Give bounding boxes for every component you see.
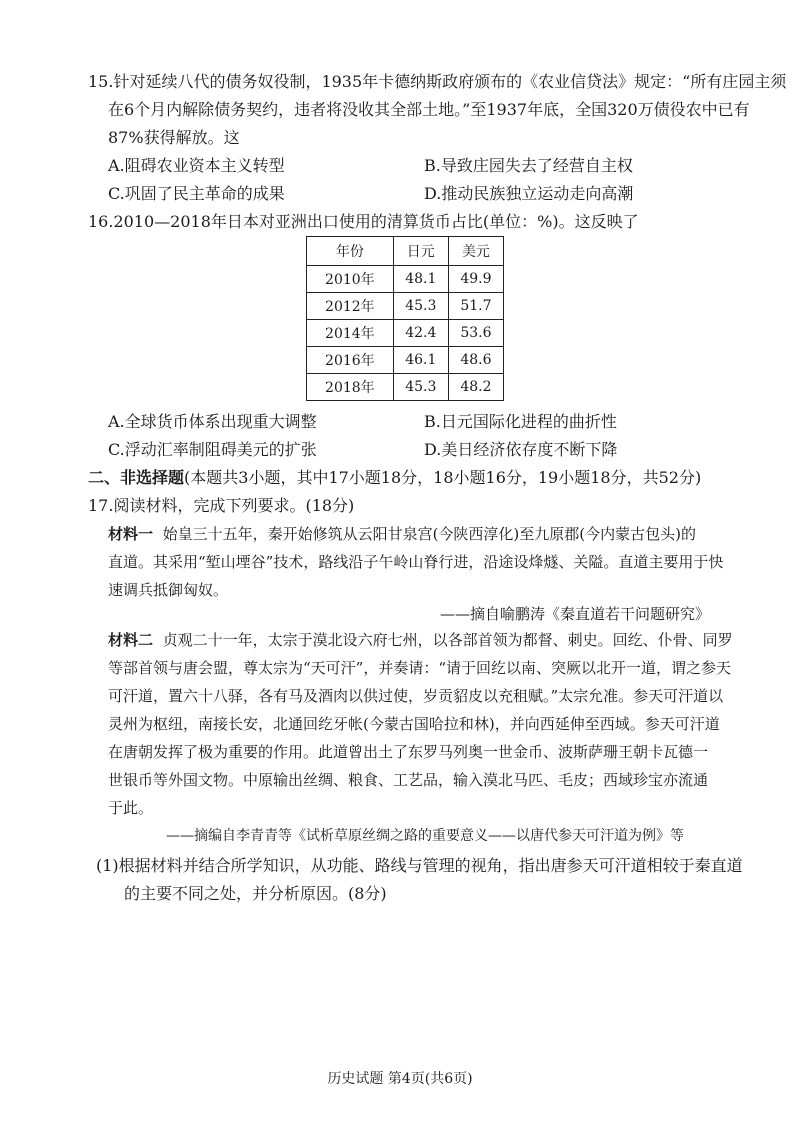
material2-line2: 等部首领与唐会盟，尊太宗为“天可汗”，并奏请：“请于回纥以南、突厥以北开一道，谓之参天 <box>108 659 732 677</box>
material1-line3: 速调兵抵御匈奴。 <box>108 581 229 599</box>
material2-line1 <box>108 630 733 650</box>
table-cell-yen: 42.4 <box>393 320 448 347</box>
table-header-row <box>307 237 504 266</box>
table-row <box>307 374 504 401</box>
q17-sub1-line2: 的主要不同之处，并分析原因。(8分) <box>124 884 387 903</box>
material1-label: 材料一 <box>108 525 154 543</box>
q15-option-d: D.推动民族独立运动走向高潮 <box>424 184 634 203</box>
material2-line7: 于此。 <box>108 799 154 817</box>
q17-stem: 17.阅读材料，完成下列要求。(18分) <box>88 496 355 515</box>
material2-line3: 可汗道，置六十八驿，各有马及酒肉以供过使，岁贡貂皮以充租赋。”太宗允准。参天可汗道以 <box>108 687 724 705</box>
material2-line5: 在唐朝发挥了极为重要的作用。此道曾出土了东罗马列奥一世金币、波斯萨珊王朝卡瓦德一 <box>108 743 709 761</box>
table-header-usd: 美元 <box>448 237 503 266</box>
q15-stem-line2: 在6个月内解除债务契约，违者将没收其全部土地。”至1937年底，全国320万债役农中已有 <box>108 100 750 119</box>
material1-line1 <box>108 524 696 544</box>
q15-stem-line1: 15.针对延续八代的债务奴役制，1935年卡德纳斯政府颁布的《农业信贷法》规定：“所有庄园主须 <box>88 72 787 91</box>
table-cell-year: 2010年 <box>307 266 394 293</box>
table-cell-usd: 49.9 <box>448 266 503 293</box>
table-cell-yen: 45.3 <box>393 374 448 401</box>
material1-source: ——摘自喻鹏涛《秦直道若干问题研究》 <box>439 605 710 623</box>
section2-title: 二、非选择题 <box>88 468 185 487</box>
table-cell-year: 2018年 <box>307 374 394 401</box>
table-cell-usd: 53.6 <box>448 320 503 347</box>
material2-text1: 贞观二十一年，太宗于漠北设六府七州，以各部首领为都督、刺史。回纥、仆骨、同罗 <box>162 631 733 649</box>
table-cell-yen: 45.3 <box>393 293 448 320</box>
table-cell-yen: 46.1 <box>393 347 448 374</box>
table-cell-year: 2016年 <box>307 347 394 374</box>
q15-option-b: B.导致庄园失去了经营自主权 <box>424 156 633 175</box>
table-cell-usd: 48.6 <box>448 347 503 374</box>
table-row <box>307 347 504 374</box>
q15-stem-line3: 87%获得解放。这 <box>108 128 240 147</box>
material1-line2: 直道。其采用“堑山堙谷”技术，路线沿子午岭山脊行进，沿途设烽燧、关隘。直道主要用于快 <box>108 553 724 571</box>
q16-stem: 16.2010—2018年日本对亚洲出口使用的清算货币占比(单位：%)。这反映了 <box>88 212 639 231</box>
q15-option-a: A.阻碍农业资本主义转型 <box>108 156 285 175</box>
table-cell-year: 2014年 <box>307 320 394 347</box>
q16-option-b: B.日元国际化进程的曲折性 <box>424 412 617 431</box>
page-footer: 历史试题 第4页(共6页) <box>327 1071 473 1087</box>
q17-sub1-line1: (1)根据材料并结合所学知识，从功能、路线与管理的视角，指出唐参天可汗道相较于秦直道 <box>96 856 743 875</box>
currency-table <box>306 236 504 401</box>
table-cell-yen: 48.1 <box>393 266 448 293</box>
q15-option-c: C.巩固了民主革命的成果 <box>108 184 285 203</box>
q16-option-c: C.浮动汇率制阻碍美元的扩张 <box>108 440 317 459</box>
section2-header <box>88 468 701 488</box>
material2-label: 材料二 <box>108 631 154 649</box>
q16-option-d: D.美日经济依存度不断下降 <box>424 440 618 459</box>
table-row <box>307 320 504 347</box>
material1-text1: 始皇三十五年，秦开始修筑从云阳甘泉宫(今陕西淳化)至九原郡(今内蒙古包头)的 <box>162 525 696 543</box>
material2-line6: 世银币等外国文物。中原输出丝绸、粮食、工艺品，输入漠北马匹、毛皮；西域珍宝亦流通 <box>108 771 709 789</box>
q16-option-a: A.全球货币体系出现重大调整 <box>108 412 317 431</box>
table-row <box>307 266 504 293</box>
table-header-year: 年份 <box>307 237 394 266</box>
table-cell-usd: 48.2 <box>448 374 503 401</box>
table-row <box>307 293 504 320</box>
section2-note: (本题共3小题，其中17小题18分，18小题16分，19小题18分，共52分) <box>184 468 702 487</box>
table-header-yen: 日元 <box>393 237 448 266</box>
table-cell-year: 2012年 <box>307 293 394 320</box>
table-cell-usd: 51.7 <box>448 293 503 320</box>
material2-line4: 灵州为枢纽，南接长安，北通回纥牙帐(今蒙古国哈拉和林)，并向西延伸至西域。参天可汗道 <box>108 715 720 733</box>
material2-source: ——摘编自李青青等《试析草原丝绸之路的重要意义——以唐代参天可汗道为例》等 <box>166 828 684 844</box>
